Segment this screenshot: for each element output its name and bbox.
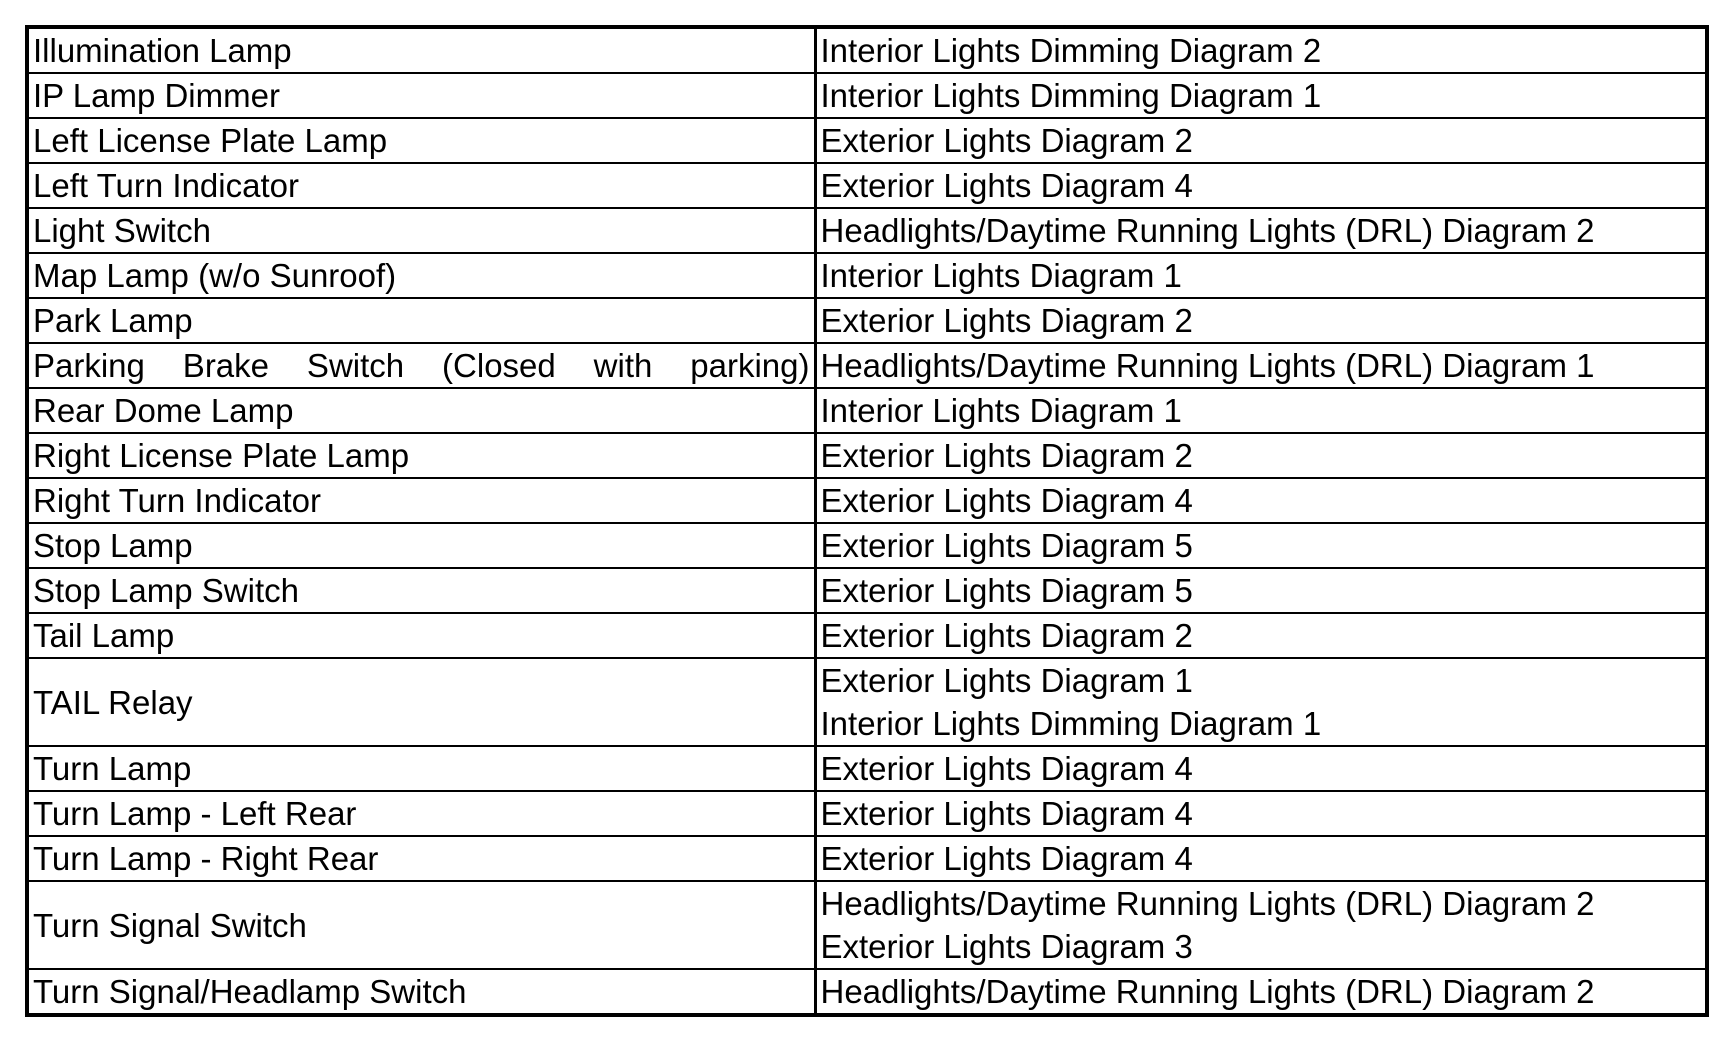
diagram-reference-cell xyxy=(815,343,1707,388)
component-name-cell: Right Turn Indicator xyxy=(27,478,815,523)
component-name-cell: Turn Lamp xyxy=(27,746,815,791)
diagram-reference-cell xyxy=(815,568,1707,613)
table-row xyxy=(27,478,1707,523)
diagram-reference-cell xyxy=(815,746,1707,791)
table-row xyxy=(27,791,1707,836)
table-row xyxy=(27,613,1707,658)
component-name-cell: Stop Lamp Switch xyxy=(27,568,815,613)
component-name-cell: Stop Lamp xyxy=(27,523,815,568)
diagram-reference-cell xyxy=(815,388,1707,433)
table-row xyxy=(27,568,1707,613)
diagram-reference: Interior Lights Diagram 1 xyxy=(820,257,1182,294)
table-row xyxy=(27,163,1707,208)
diagram-reference: Interior Lights Dimming Diagram 1 xyxy=(820,77,1322,114)
diagram-reference: Exterior Lights Diagram 2 xyxy=(820,302,1193,339)
table-body xyxy=(27,27,1707,1015)
table-row xyxy=(27,746,1707,791)
diagram-reference: Headlights/Daytime Running Lights (DRL) Diagram 2 xyxy=(820,212,1595,249)
table-row xyxy=(27,881,1707,969)
component-name-cell: Turn Signal Switch xyxy=(27,881,815,969)
component-diagram-table xyxy=(25,25,1709,1017)
table-row xyxy=(27,836,1707,881)
diagram-reference: Exterior Lights Diagram 2 xyxy=(820,617,1193,654)
diagram-reference-cell xyxy=(815,253,1707,298)
diagram-reference: Exterior Lights Diagram 2 xyxy=(820,122,1193,159)
table-row xyxy=(27,388,1707,433)
component-name-cell: Parking Brake Switch (Closed with parking) xyxy=(27,343,815,388)
table-row xyxy=(27,343,1707,388)
component-name-cell: TAIL Relay xyxy=(27,658,815,746)
diagram-reference-cell xyxy=(815,613,1707,658)
diagram-reference-cell xyxy=(815,969,1707,1015)
diagram-reference-cell xyxy=(815,881,1707,969)
diagram-reference: Interior Lights Dimming Diagram 1 xyxy=(820,705,1322,742)
diagram-reference: Exterior Lights Diagram 4 xyxy=(820,482,1193,519)
table-row xyxy=(27,658,1707,746)
table-row xyxy=(27,523,1707,568)
diagram-reference: Interior Lights Diagram 1 xyxy=(820,392,1182,429)
component-name-cell: IP Lamp Dimmer xyxy=(27,73,815,118)
diagram-reference-cell xyxy=(815,791,1707,836)
diagram-reference-cell xyxy=(815,298,1707,343)
diagram-reference-cell xyxy=(815,208,1707,253)
diagram-reference: Exterior Lights Diagram 4 xyxy=(820,795,1193,832)
diagram-reference: Exterior Lights Diagram 5 xyxy=(820,572,1193,609)
component-name-cell: Turn Signal/Headlamp Switch xyxy=(27,969,815,1015)
table-row xyxy=(27,27,1707,73)
diagram-reference-cell xyxy=(815,523,1707,568)
diagram-reference: Headlights/Daytime Running Lights (DRL) Diagram 2 xyxy=(820,885,1595,922)
diagram-reference: Exterior Lights Diagram 3 xyxy=(820,928,1193,965)
table-row xyxy=(27,969,1707,1015)
diagram-reference: Headlights/Daytime Running Lights (DRL) Diagram 2 xyxy=(820,973,1595,1010)
component-name-cell: Left Turn Indicator xyxy=(27,163,815,208)
diagram-reference: Exterior Lights Diagram 1 xyxy=(820,662,1193,699)
diagram-reference: Exterior Lights Diagram 2 xyxy=(820,437,1193,474)
component-name-cell: Turn Lamp - Right Rear xyxy=(27,836,815,881)
component-name-cell: Map Lamp (w/o Sunroof) xyxy=(27,253,815,298)
table-row xyxy=(27,253,1707,298)
diagram-reference: Exterior Lights Diagram 4 xyxy=(820,750,1193,787)
component-name-cell: Turn Lamp - Left Rear xyxy=(27,791,815,836)
diagram-reference-cell xyxy=(815,27,1707,73)
table-row xyxy=(27,118,1707,163)
component-name-cell: Illumination Lamp xyxy=(27,27,815,73)
diagram-reference-cell xyxy=(815,478,1707,523)
diagram-reference-cell xyxy=(815,836,1707,881)
diagram-reference: Interior Lights Dimming Diagram 2 xyxy=(820,32,1322,69)
table-row xyxy=(27,73,1707,118)
diagram-reference-cell xyxy=(815,73,1707,118)
component-name-cell: Left License Plate Lamp xyxy=(27,118,815,163)
component-index-document xyxy=(25,25,1705,1017)
diagram-reference: Exterior Lights Diagram 4 xyxy=(820,167,1193,204)
component-name-cell: Right License Plate Lamp xyxy=(27,433,815,478)
table-row xyxy=(27,208,1707,253)
diagram-reference-cell xyxy=(815,118,1707,163)
diagram-reference: Exterior Lights Diagram 4 xyxy=(820,840,1193,877)
table-row xyxy=(27,433,1707,478)
diagram-reference-cell xyxy=(815,658,1707,746)
component-name-cell: Rear Dome Lamp xyxy=(27,388,815,433)
diagram-reference-cell xyxy=(815,433,1707,478)
table-row xyxy=(27,298,1707,343)
component-name-cell: Park Lamp xyxy=(27,298,815,343)
diagram-reference-cell xyxy=(815,163,1707,208)
diagram-reference: Headlights/Daytime Running Lights (DRL) Diagram 1 xyxy=(820,347,1595,384)
component-name-cell: Tail Lamp xyxy=(27,613,815,658)
diagram-reference: Exterior Lights Diagram 5 xyxy=(820,527,1193,564)
component-name-cell: Light Switch xyxy=(27,208,815,253)
